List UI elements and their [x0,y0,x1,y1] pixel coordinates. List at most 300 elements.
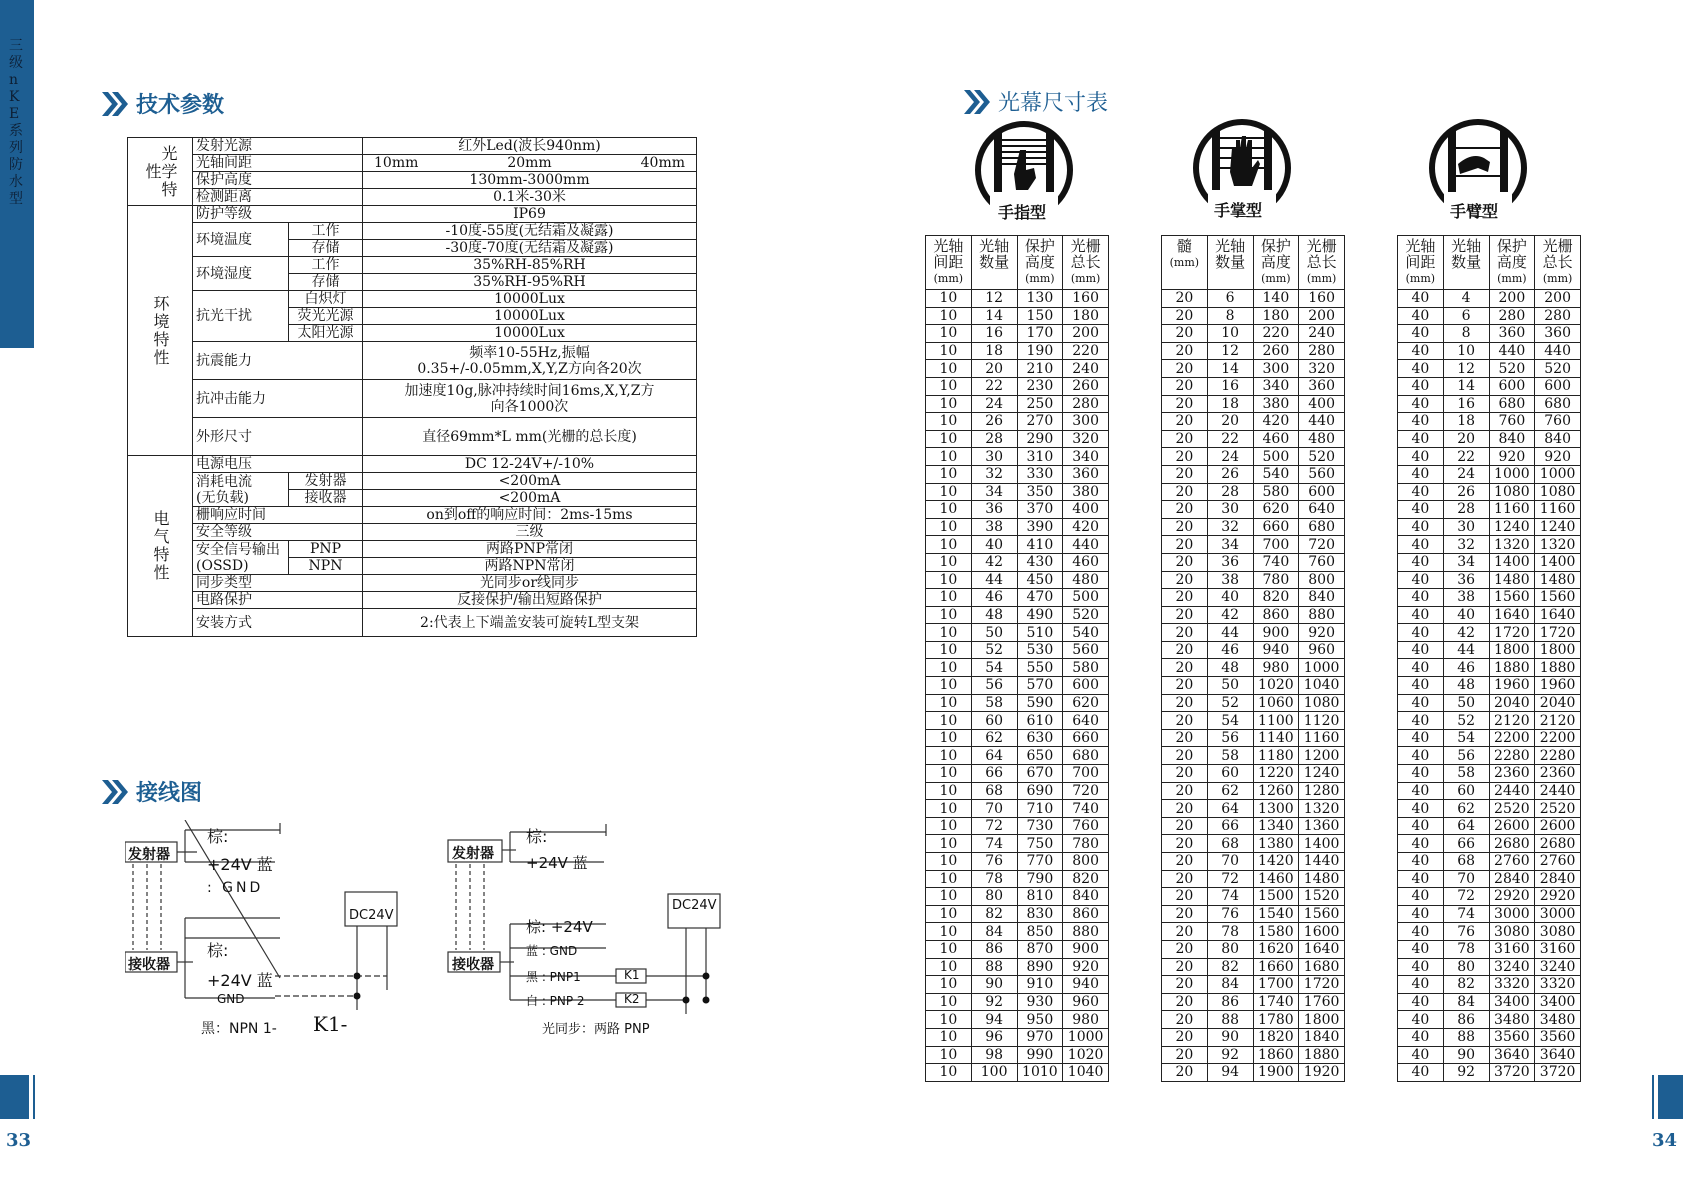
table-cell: 760 [1535,413,1581,431]
table-cell: 52 [1443,712,1489,730]
wiring-right-dc24v: DC24V [672,898,717,913]
table-row [926,800,1109,818]
table-cell: 1800 [1489,641,1535,659]
spec-sublabel: 白炽灯 [289,291,363,308]
spec-value: 10000Lux [363,308,697,325]
spec-label: 抗震能力 [193,342,363,380]
table-row [1398,659,1581,677]
spec-value: on到off的响应时间：2ms-15ms [363,507,697,524]
size-table-header-text: 光轴数量 [979,237,1010,271]
table-cell: 2360 [1489,765,1535,783]
table-cell: 1100 [1253,712,1299,730]
spec-value: 两路NPN常闭 [363,558,697,575]
table-cell: 52 [971,641,1017,659]
table-row [1398,958,1581,976]
table-cell: 680 [1063,747,1109,765]
table-cell: 20 [1162,465,1208,483]
size-table-header [1535,236,1581,290]
table-cell: 650 [1017,747,1063,765]
table-row [926,694,1109,712]
table-cell: 540 [1253,465,1299,483]
table-cell: 500 [1253,448,1299,466]
spec-label: 检测距离 [193,189,363,206]
table-row [1398,888,1581,906]
table-row [926,888,1109,906]
table-cell: 20 [1162,589,1208,607]
table-cell: 570 [1017,677,1063,695]
table-cell: 1880 [1489,659,1535,677]
table-cell: 96 [971,1028,1017,1046]
table-cell: 1960 [1489,677,1535,695]
table-cell: 70 [1207,853,1253,871]
table-cell: 10 [926,765,972,783]
table-cell: 480 [1299,430,1345,448]
table-row [1398,501,1581,519]
table-cell: 950 [1017,1011,1063,1029]
table-cell: 1380 [1253,835,1299,853]
table-row [926,413,1109,431]
table-row [926,536,1109,554]
table-cell: 20 [1162,501,1208,519]
spec-label: 环境湿度 [193,257,289,291]
table-cell: 150 [1017,307,1063,325]
table-cell: 66 [971,765,1017,783]
table-cell: 160 [1063,290,1109,308]
spec-label-current [193,473,289,507]
table-cell: 10 [1207,325,1253,343]
table-cell: 210 [1017,360,1063,378]
table-cell: 86 [971,940,1017,958]
table-cell: 1860 [1253,1046,1299,1064]
table-cell: 42 [971,553,1017,571]
table-cell: 20 [1162,536,1208,554]
table-cell: 1400 [1489,553,1535,571]
table-cell: 1720 [1489,624,1535,642]
table-cell: 40 [1443,606,1489,624]
table-cell: 1060 [1253,694,1299,712]
table-cell: 20 [1162,870,1208,888]
table-cell: 88 [1207,1011,1253,1029]
table-cell: 10 [926,747,972,765]
table-row [926,360,1109,378]
table-row [926,1011,1109,1029]
size-table-header-unit: (mm) [1405,272,1436,285]
table-cell: 46 [1443,659,1489,677]
table-cell: 3000 [1535,905,1581,923]
table-cell: 530 [1017,641,1063,659]
table-cell: 10 [926,606,972,624]
table-cell: 58 [971,694,1017,712]
table-row [1162,430,1345,448]
table-cell: 180 [1063,307,1109,325]
table-row [1162,923,1345,941]
table-cell: 330 [1017,465,1063,483]
table-row [1398,395,1581,413]
table-row [1162,342,1345,360]
table-row [1398,483,1581,501]
table-cell: 10 [926,1046,972,1064]
spec-label: 栅响应时间 [193,507,363,524]
spec-value: 三级 [363,524,697,541]
table-cell: 270 [1017,413,1063,431]
spec-value: 反接保护/输出短路保护 [363,592,697,609]
palm-type-icon [1188,118,1296,222]
table-cell: 64 [1443,817,1489,835]
spec-value: 直径69mm*L mm(光栅的总长度) [363,418,697,456]
table-cell: 1200 [1299,747,1345,765]
table-cell: 860 [1063,905,1109,923]
table-cell: 26 [1443,483,1489,501]
table-cell: 20 [1162,325,1208,343]
table-cell: 470 [1017,589,1063,607]
table-row [1398,571,1581,589]
table-cell: 10 [926,905,972,923]
size-table-header [1398,236,1444,290]
table-cell: 36 [1207,553,1253,571]
spec-value: -30度-70度(无结霜及凝露) [363,240,697,257]
table-cell: 20 [1162,765,1208,783]
table-cell: 20 [1162,483,1208,501]
table-cell: 200 [1535,290,1581,308]
table-cell: 92 [1443,1064,1489,1082]
table-cell: 42 [1443,624,1489,642]
table-cell: 58 [1443,765,1489,783]
table-cell: 1080 [1535,483,1581,501]
table-cell: 200 [1299,307,1345,325]
table-cell: 20 [1162,571,1208,589]
table-cell: 720 [1063,782,1109,800]
size-table-header-text: 光轴数量 [1451,237,1482,271]
table-cell: 3240 [1489,958,1535,976]
table-cell: 32 [1443,536,1489,554]
size-table-palm [1161,235,1345,1082]
table-row [926,606,1109,624]
table-cell: 10 [926,360,972,378]
size-table-finger [925,235,1109,1082]
table-cell: 510 [1017,624,1063,642]
table-cell: 1160 [1299,729,1345,747]
table-row [1398,325,1581,343]
table-cell: 1280 [1299,782,1345,800]
wiring-right-receiver: 接收器 [452,957,494,973]
table-cell: 86 [1443,1011,1489,1029]
table-row [1162,325,1345,343]
table-cell: 28 [1443,501,1489,519]
table-cell: 540 [1063,624,1109,642]
table-cell: 1080 [1489,483,1535,501]
arm-type-icon [1424,118,1532,222]
size-table-header-text: 光栅总长 [1542,237,1573,271]
table-cell: 2520 [1489,800,1535,818]
table-cell: 20 [1162,430,1208,448]
size-table-header-row [926,236,1109,290]
table-row [926,465,1109,483]
table-cell: 40 [1207,589,1253,607]
table-cell: 1160 [1489,501,1535,519]
table-cell: 460 [1063,553,1109,571]
spec-sublabel: 存储 [289,274,363,291]
table-cell: 2760 [1535,853,1581,871]
table-cell: 1560 [1535,589,1581,607]
table-cell: 30 [971,448,1017,466]
table-cell: 240 [1063,360,1109,378]
table-row [1162,483,1345,501]
table-row [926,430,1109,448]
section-title-spec-text: 技术参数 [136,93,225,118]
table-cell: 40 [1398,729,1444,747]
table-cell: 10 [926,413,972,431]
table-cell: 3480 [1535,1011,1581,1029]
table-cell: 34 [1207,536,1253,554]
wiring-left-gnd: : GND [207,880,264,896]
size-table-header [1489,236,1535,290]
table-cell: 280 [1063,395,1109,413]
table-row [1162,360,1345,378]
table-cell: 760 [1299,553,1345,571]
section-title-wiring-text: 接线图 [136,781,203,806]
table-cell: 920 [1535,448,1581,466]
table-row [1162,853,1345,871]
table-row [1398,765,1581,783]
table-cell: 50 [1207,677,1253,695]
table-cell: 88 [971,958,1017,976]
table-cell: 680 [1489,395,1535,413]
table-row [926,325,1109,343]
table-row [1162,413,1345,431]
table-cell: 28 [971,430,1017,448]
table-cell: 20 [1207,413,1253,431]
table-cell: 440 [1535,342,1581,360]
table-cell: 90 [1207,1028,1253,1046]
table-row [1162,905,1345,923]
table-cell: 20 [1162,853,1208,871]
table-cell: 360 [1535,325,1581,343]
table-cell: 820 [1063,870,1109,888]
table-cell: 580 [1253,483,1299,501]
table-cell: 10 [926,976,972,994]
table-cell: 940 [1253,641,1299,659]
spec-sublabel: 工作 [289,257,363,274]
table-cell: 6 [1443,307,1489,325]
table-cell: 1640 [1489,606,1535,624]
table-cell: 56 [1443,747,1489,765]
table-cell: 46 [1207,641,1253,659]
table-row [1162,465,1345,483]
table-cell: 1540 [1253,905,1299,923]
table-cell: 10 [926,782,972,800]
table-row [1398,1011,1581,1029]
table-cell: 10 [926,342,972,360]
table-cell: 10 [926,571,972,589]
section-title-spec [100,88,224,119]
table-cell: 74 [1443,905,1489,923]
table-cell: 380 [1253,395,1299,413]
table-row [1162,377,1345,395]
table-row [926,993,1109,1011]
table-cell: 82 [1207,958,1253,976]
table-cell: 68 [1443,853,1489,871]
table-row [1398,800,1581,818]
table-cell: 38 [1443,589,1489,607]
table-row [926,571,1109,589]
table-cell: 2840 [1535,870,1581,888]
table-cell: 1580 [1253,923,1299,941]
table-cell: 370 [1017,501,1063,519]
table-cell: 990 [1017,1046,1063,1064]
corner-mark-left [0,1075,35,1119]
spec-category-elec: 电气特性 [128,456,193,637]
table-cell: 20 [1162,606,1208,624]
table-row [926,624,1109,642]
table-cell: 46 [971,589,1017,607]
table-cell: 40 [1398,571,1444,589]
table-cell: 70 [971,800,1017,818]
table-row [1398,835,1581,853]
table-cell: 1900 [1253,1064,1299,1082]
table-row [1162,835,1345,853]
table-cell: 3160 [1489,940,1535,958]
table-cell: 10 [926,870,972,888]
table-cell: 20 [1162,958,1208,976]
spec-sublabel: 接收器 [289,490,363,507]
table-row [926,870,1109,888]
table-row [1162,1011,1345,1029]
table-row [926,940,1109,958]
table-cell: 760 [1063,817,1109,835]
table-row [1398,624,1581,642]
table-cell: 2680 [1535,835,1581,853]
spec-value: 2:代表上下端盖安装可旋转L型支架 [363,609,697,637]
table-cell: 440 [1299,413,1345,431]
table-cell: 40 [1398,1064,1444,1082]
table-cell: 550 [1017,659,1063,677]
table-row [1162,624,1345,642]
table-cell: 800 [1299,571,1345,589]
spec-sublabel: 荧光光源 [289,308,363,325]
table-cell: 2680 [1489,835,1535,853]
table-cell: 10 [926,518,972,536]
table-cell: 80 [1443,958,1489,976]
table-cell: 1000 [1299,659,1345,677]
table-cell: 280 [1535,307,1581,325]
table-cell: 50 [971,624,1017,642]
table-cell: 54 [971,659,1017,677]
spec-sublabel: 太阳光源 [289,325,363,342]
table-cell: 22 [1443,448,1489,466]
table-cell: 1560 [1299,905,1345,923]
table-cell: 620 [1253,501,1299,519]
table-cell: 10 [926,817,972,835]
table-cell: 20 [1162,518,1208,536]
table-cell: 40 [1398,290,1444,308]
table-cell: 62 [1207,782,1253,800]
table-cell: 38 [971,518,1017,536]
table-cell: 68 [971,782,1017,800]
table-cell: 340 [1063,448,1109,466]
table-cell: 3720 [1489,1064,1535,1082]
table-cell: 82 [1443,976,1489,994]
table-cell: 20 [1162,307,1208,325]
wiring-left-emitter: 发射器 [128,847,170,863]
table-cell: 48 [1207,659,1253,677]
table-cell: 1040 [1063,1064,1109,1082]
table-cell: 1320 [1489,536,1535,554]
table-row [1398,677,1581,695]
table-cell: 600 [1299,483,1345,501]
table-cell: 1720 [1535,624,1581,642]
table-cell: 170 [1017,325,1063,343]
table-row [1162,747,1345,765]
table-cell: 3400 [1489,993,1535,1011]
table-cell: 290 [1017,430,1063,448]
table-cell: 320 [1299,360,1345,378]
table-cell: 40 [1398,888,1444,906]
table-row [1398,870,1581,888]
table-cell: 40 [1398,923,1444,941]
table-row [1398,413,1581,431]
table-row [1162,800,1345,818]
spec-label: 电路保护 [193,592,363,609]
table-cell: 1020 [1253,677,1299,695]
table-cell: 1460 [1253,870,1299,888]
table-cell: 2600 [1535,817,1581,835]
size-table-header-text: 保护高度 [1496,237,1527,271]
table-cell: 40 [1398,765,1444,783]
table-cell: 40 [1398,694,1444,712]
table-cell: 640 [1299,501,1345,519]
table-cell: 76 [1443,923,1489,941]
size-table-header-unit: (mm) [1070,272,1101,285]
table-cell: 40 [1398,553,1444,571]
table-row [926,659,1109,677]
table-row [926,976,1109,994]
spec-sublabel: 工作 [289,223,363,240]
table-cell: 20 [1162,1046,1208,1064]
finger-type-label: 手指型 [998,203,1047,222]
table-cell: 78 [1207,923,1253,941]
table-cell: 1960 [1535,677,1581,695]
table-row [926,589,1109,607]
table-cell: 840 [1535,430,1581,448]
table-cell: 60 [1207,765,1253,783]
table-cell: 84 [971,923,1017,941]
table-row [926,290,1109,308]
table-row [1162,993,1345,1011]
size-table-header-unit: (mm) [1025,272,1055,285]
table-cell: 8 [1207,307,1253,325]
table-cell: 810 [1017,888,1063,906]
table-row [1162,888,1345,906]
table-cell: 3400 [1535,993,1581,1011]
table-row [1162,606,1345,624]
table-cell: 450 [1017,571,1063,589]
table-cell: 10 [926,835,972,853]
table-cell: 20 [1162,659,1208,677]
spec-value: 35%RH-85%RH [363,257,697,274]
table-cell: 40 [1398,677,1444,695]
table-cell: 40 [1398,747,1444,765]
table-cell: 40 [1398,360,1444,378]
table-row [1398,360,1581,378]
table-cell: 900 [1063,940,1109,958]
wiring-right-k2: K2 [624,992,640,1006]
wiring-right-brown-24v: 棕: +24V [526,918,593,936]
table-cell: 20 [1162,624,1208,642]
table-cell: 1420 [1253,853,1299,871]
table-cell: 62 [971,729,1017,747]
table-cell: 910 [1017,976,1063,994]
table-cell: 44 [1443,641,1489,659]
